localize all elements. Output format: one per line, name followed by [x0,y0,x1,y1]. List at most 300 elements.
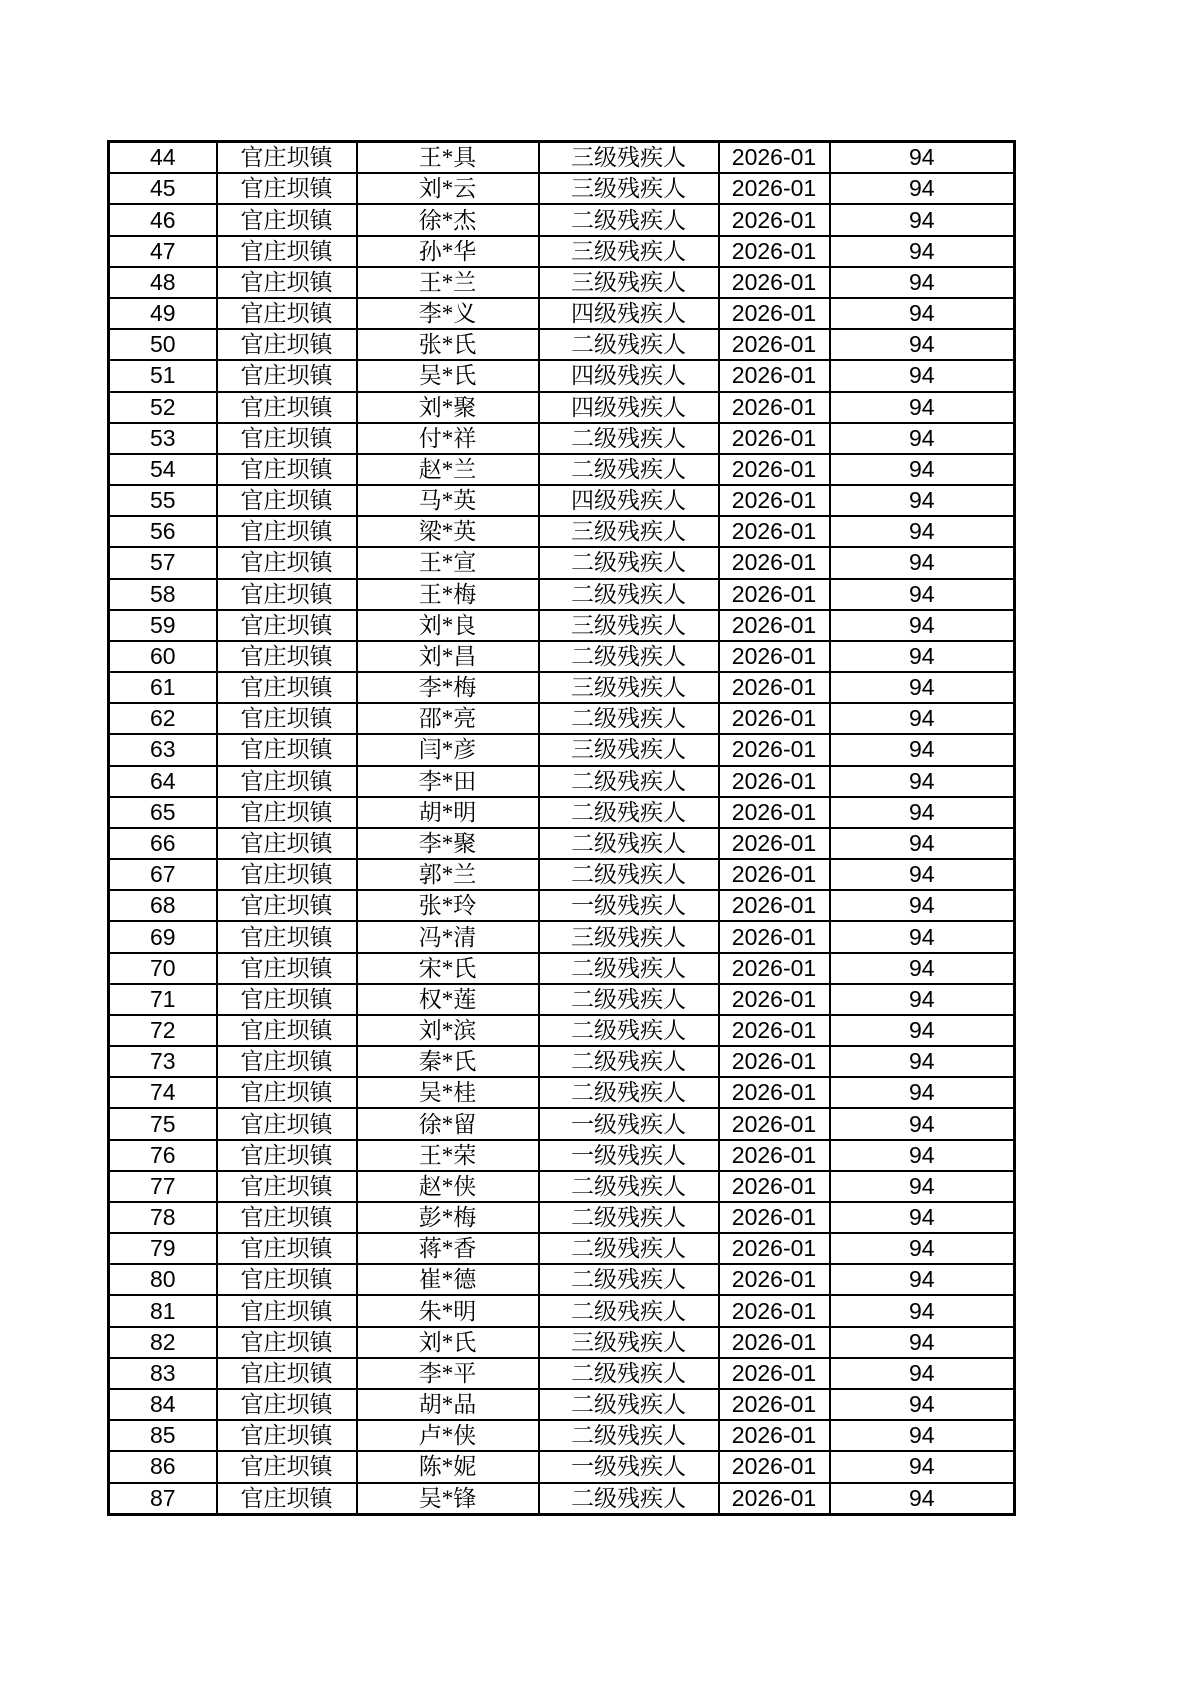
cell-row-number: 57 [109,547,217,578]
table-row [109,1077,1015,1108]
cell-name: 王*兰 [357,267,539,298]
cell-name: 蒋*香 [357,1233,539,1264]
cell-disability-level: 二级残疾人 [539,204,719,235]
cell-month: 2026-01 [719,392,830,423]
cell-name: 李*聚 [357,828,539,859]
cell-town: 官庄坝镇 [217,641,357,672]
cell-row-number: 77 [109,1171,217,1202]
cell-row-number: 60 [109,641,217,672]
cell-disability-level: 二级残疾人 [539,547,719,578]
table-row [109,423,1015,454]
cell-disability-level: 二级残疾人 [539,1202,719,1233]
cell-month: 2026-01 [719,1483,830,1515]
cell-town: 官庄坝镇 [217,1077,357,1108]
cell-name: 朱*明 [357,1295,539,1326]
cell-month: 2026-01 [719,797,830,828]
cell-row-number: 56 [109,516,217,547]
cell-amount: 94 [830,1483,1015,1515]
cell-town: 官庄坝镇 [217,703,357,734]
cell-row-number: 82 [109,1327,217,1358]
cell-town: 官庄坝镇 [217,984,357,1015]
cell-name: 陈*妮 [357,1451,539,1482]
table-row [109,1389,1015,1420]
cell-amount: 94 [830,984,1015,1015]
cell-amount: 94 [830,797,1015,828]
cell-row-number: 67 [109,859,217,890]
cell-name: 马*英 [357,485,539,516]
cell-month: 2026-01 [719,1171,830,1202]
cell-row-number: 50 [109,329,217,360]
cell-disability-level: 一级残疾人 [539,1108,719,1139]
cell-town: 官庄坝镇 [217,423,357,454]
cell-disability-level: 三级残疾人 [539,142,719,174]
cell-town: 官庄坝镇 [217,1108,357,1139]
table-row [109,329,1015,360]
cell-month: 2026-01 [719,1233,830,1264]
table-row [109,1202,1015,1233]
cell-month: 2026-01 [719,1327,830,1358]
cell-month: 2026-01 [719,1358,830,1389]
cell-row-number: 70 [109,953,217,984]
cell-town: 官庄坝镇 [217,392,357,423]
table-row [109,1171,1015,1202]
table-row [109,392,1015,423]
cell-row-number: 55 [109,485,217,516]
cell-row-number: 81 [109,1295,217,1326]
cell-amount: 94 [830,142,1015,174]
cell-amount: 94 [830,734,1015,765]
cell-amount: 94 [830,1358,1015,1389]
cell-disability-level: 三级残疾人 [539,173,719,204]
cell-row-number: 79 [109,1233,217,1264]
cell-amount: 94 [830,1015,1015,1046]
cell-row-number: 68 [109,890,217,921]
cell-row-number: 65 [109,797,217,828]
cell-town: 官庄坝镇 [217,1202,357,1233]
cell-amount: 94 [830,267,1015,298]
cell-amount: 94 [830,953,1015,984]
table-row [109,516,1015,547]
table-body [109,142,1015,1515]
table-row [109,921,1015,952]
cell-row-number: 51 [109,360,217,391]
cell-disability-level: 二级残疾人 [539,828,719,859]
cell-month: 2026-01 [719,204,830,235]
table-row [109,953,1015,984]
cell-row-number: 78 [109,1202,217,1233]
cell-disability-level: 二级残疾人 [539,454,719,485]
table-row [109,610,1015,641]
cell-town: 官庄坝镇 [217,890,357,921]
cell-town: 官庄坝镇 [217,734,357,765]
cell-amount: 94 [830,1295,1015,1326]
table-row [109,734,1015,765]
table-row [109,1451,1015,1482]
cell-amount: 94 [830,236,1015,267]
table-row [109,828,1015,859]
cell-amount: 94 [830,1202,1015,1233]
table-row [109,1108,1015,1139]
table-row [109,1327,1015,1358]
cell-disability-level: 三级残疾人 [539,267,719,298]
cell-disability-level: 二级残疾人 [539,1389,719,1420]
cell-name: 刘*聚 [357,392,539,423]
cell-row-number: 53 [109,423,217,454]
cell-amount: 94 [830,485,1015,516]
cell-row-number: 52 [109,392,217,423]
cell-town: 官庄坝镇 [217,1358,357,1389]
cell-row-number: 76 [109,1140,217,1171]
cell-amount: 94 [830,1046,1015,1077]
cell-name: 宋*氏 [357,953,539,984]
cell-row-number: 66 [109,828,217,859]
cell-month: 2026-01 [719,1295,830,1326]
cell-name: 吴*氏 [357,360,539,391]
cell-row-number: 58 [109,579,217,610]
cell-month: 2026-01 [719,579,830,610]
cell-row-number: 54 [109,454,217,485]
table-row [109,204,1015,235]
cell-row-number: 72 [109,1015,217,1046]
cell-month: 2026-01 [719,142,830,174]
cell-town: 官庄坝镇 [217,1483,357,1515]
cell-name: 李*义 [357,298,539,329]
table-row [109,703,1015,734]
cell-disability-level: 三级残疾人 [539,1327,719,1358]
table-row [109,672,1015,703]
cell-disability-level: 二级残疾人 [539,984,719,1015]
cell-amount: 94 [830,703,1015,734]
cell-town: 官庄坝镇 [217,1295,357,1326]
cell-disability-level: 二级残疾人 [539,1358,719,1389]
cell-town: 官庄坝镇 [217,797,357,828]
cell-row-number: 62 [109,703,217,734]
cell-row-number: 74 [109,1077,217,1108]
cell-month: 2026-01 [719,921,830,952]
cell-town: 官庄坝镇 [217,672,357,703]
cell-month: 2026-01 [719,984,830,1015]
cell-month: 2026-01 [719,890,830,921]
cell-month: 2026-01 [719,173,830,204]
cell-row-number: 80 [109,1264,217,1295]
cell-month: 2026-01 [719,547,830,578]
cell-amount: 94 [830,921,1015,952]
cell-town: 官庄坝镇 [217,610,357,641]
cell-town: 官庄坝镇 [217,485,357,516]
cell-disability-level: 二级残疾人 [539,1233,719,1264]
cell-row-number: 73 [109,1046,217,1077]
cell-name: 付*祥 [357,423,539,454]
table-row [109,984,1015,1015]
cell-amount: 94 [830,360,1015,391]
cell-row-number: 46 [109,204,217,235]
cell-row-number: 45 [109,173,217,204]
cell-amount: 94 [830,1327,1015,1358]
cell-amount: 94 [830,1233,1015,1264]
cell-town: 官庄坝镇 [217,1327,357,1358]
cell-amount: 94 [830,1420,1015,1451]
cell-disability-level: 一级残疾人 [539,1140,719,1171]
cell-name: 秦*氏 [357,1046,539,1077]
cell-town: 官庄坝镇 [217,267,357,298]
cell-row-number: 63 [109,734,217,765]
cell-amount: 94 [830,204,1015,235]
cell-month: 2026-01 [719,1077,830,1108]
cell-amount: 94 [830,579,1015,610]
cell-name: 卢*侠 [357,1420,539,1451]
table-row [109,1046,1015,1077]
cell-amount: 94 [830,1264,1015,1295]
cell-town: 官庄坝镇 [217,1171,357,1202]
cell-amount: 94 [830,766,1015,797]
cell-name: 胡*品 [357,1389,539,1420]
cell-amount: 94 [830,1451,1015,1482]
cell-month: 2026-01 [719,1389,830,1420]
cell-town: 官庄坝镇 [217,1046,357,1077]
cell-month: 2026-01 [719,703,830,734]
cell-month: 2026-01 [719,1264,830,1295]
cell-town: 官庄坝镇 [217,547,357,578]
cell-disability-level: 三级残疾人 [539,672,719,703]
cell-disability-level: 三级残疾人 [539,236,719,267]
cell-town: 官庄坝镇 [217,360,357,391]
cell-month: 2026-01 [719,298,830,329]
cell-name: 权*莲 [357,984,539,1015]
table-row [109,142,1015,174]
cell-disability-level: 二级残疾人 [539,859,719,890]
cell-town: 官庄坝镇 [217,1420,357,1451]
cell-disability-level: 二级残疾人 [539,797,719,828]
table-row [109,454,1015,485]
cell-amount: 94 [830,454,1015,485]
table-row [109,360,1015,391]
cell-name: 王*宣 [357,547,539,578]
cell-town: 官庄坝镇 [217,173,357,204]
cell-town: 官庄坝镇 [217,1451,357,1482]
cell-name: 郭*兰 [357,859,539,890]
cell-name: 王*梅 [357,579,539,610]
cell-month: 2026-01 [719,454,830,485]
cell-row-number: 44 [109,142,217,174]
cell-name: 赵*兰 [357,454,539,485]
cell-town: 官庄坝镇 [217,1015,357,1046]
cell-amount: 94 [830,1077,1015,1108]
cell-name: 吴*锋 [357,1483,539,1515]
cell-amount: 94 [830,641,1015,672]
cell-row-number: 83 [109,1358,217,1389]
cell-disability-level: 二级残疾人 [539,1295,719,1326]
cell-month: 2026-01 [719,423,830,454]
table-row [109,298,1015,329]
cell-name: 李*梅 [357,672,539,703]
cell-town: 官庄坝镇 [217,1264,357,1295]
table-row [109,579,1015,610]
cell-amount: 94 [830,298,1015,329]
cell-disability-level: 二级残疾人 [539,1077,719,1108]
cell-month: 2026-01 [719,953,830,984]
cell-amount: 94 [830,423,1015,454]
table-row [109,1295,1015,1326]
cell-disability-level: 二级残疾人 [539,1015,719,1046]
cell-name: 徐*留 [357,1108,539,1139]
cell-name: 李*平 [357,1358,539,1389]
cell-disability-level: 三级残疾人 [539,921,719,952]
cell-month: 2026-01 [719,1420,830,1451]
cell-month: 2026-01 [719,766,830,797]
table-row [109,485,1015,516]
cell-name: 刘*昌 [357,641,539,672]
table-row [109,1264,1015,1295]
cell-town: 官庄坝镇 [217,516,357,547]
cell-amount: 94 [830,610,1015,641]
cell-month: 2026-01 [719,267,830,298]
cell-disability-level: 三级残疾人 [539,516,719,547]
cell-disability-level: 二级残疾人 [539,703,719,734]
cell-row-number: 59 [109,610,217,641]
cell-month: 2026-01 [719,672,830,703]
cell-name: 胡*明 [357,797,539,828]
cell-town: 官庄坝镇 [217,298,357,329]
cell-name: 王*具 [357,142,539,174]
cell-name: 邵*亮 [357,703,539,734]
table-row [109,1483,1015,1515]
cell-town: 官庄坝镇 [217,953,357,984]
cell-month: 2026-01 [719,859,830,890]
cell-disability-level: 四级残疾人 [539,298,719,329]
cell-disability-level: 一级残疾人 [539,890,719,921]
cell-disability-level: 二级残疾人 [539,423,719,454]
cell-disability-level: 四级残疾人 [539,360,719,391]
cell-month: 2026-01 [719,516,830,547]
cell-row-number: 48 [109,267,217,298]
cell-town: 官庄坝镇 [217,828,357,859]
cell-disability-level: 二级残疾人 [539,1046,719,1077]
cell-name: 刘*氏 [357,1327,539,1358]
cell-amount: 94 [830,890,1015,921]
table-row [109,1015,1015,1046]
cell-name: 张*氏 [357,329,539,360]
cell-town: 官庄坝镇 [217,1233,357,1264]
cell-disability-level: 二级残疾人 [539,1264,719,1295]
cell-name: 梁*英 [357,516,539,547]
cell-name: 赵*侠 [357,1171,539,1202]
cell-town: 官庄坝镇 [217,766,357,797]
cell-row-number: 47 [109,236,217,267]
cell-town: 官庄坝镇 [217,1389,357,1420]
cell-amount: 94 [830,1171,1015,1202]
cell-disability-level: 四级残疾人 [539,485,719,516]
cell-month: 2026-01 [719,1451,830,1482]
cell-town: 官庄坝镇 [217,579,357,610]
cell-amount: 94 [830,547,1015,578]
cell-month: 2026-01 [719,1046,830,1077]
table-row [109,236,1015,267]
cell-name: 李*田 [357,766,539,797]
cell-name: 刘*滨 [357,1015,539,1046]
cell-name: 孙*华 [357,236,539,267]
table-row [109,859,1015,890]
cell-month: 2026-01 [719,236,830,267]
cell-month: 2026-01 [719,610,830,641]
table-row [109,173,1015,204]
cell-row-number: 64 [109,766,217,797]
cell-town: 官庄坝镇 [217,454,357,485]
cell-town: 官庄坝镇 [217,859,357,890]
cell-disability-level: 二级残疾人 [539,1420,719,1451]
cell-disability-level: 三级残疾人 [539,610,719,641]
cell-amount: 94 [830,173,1015,204]
cell-amount: 94 [830,1140,1015,1171]
cell-disability-level: 二级残疾人 [539,579,719,610]
cell-disability-level: 四级残疾人 [539,392,719,423]
cell-town: 官庄坝镇 [217,329,357,360]
cell-disability-level: 二级残疾人 [539,641,719,672]
cell-row-number: 84 [109,1389,217,1420]
cell-disability-level: 二级残疾人 [539,1171,719,1202]
cell-month: 2026-01 [719,1140,830,1171]
table-row [109,1358,1015,1389]
table-row [109,797,1015,828]
cell-town: 官庄坝镇 [217,1140,357,1171]
cell-amount: 94 [830,1108,1015,1139]
cell-disability-level: 二级残疾人 [539,1483,719,1515]
cell-amount: 94 [830,859,1015,890]
cell-row-number: 69 [109,921,217,952]
cell-name: 王*荣 [357,1140,539,1171]
table-row [109,1420,1015,1451]
cell-name: 吴*桂 [357,1077,539,1108]
table-row [109,1233,1015,1264]
cell-amount: 94 [830,392,1015,423]
cell-disability-level: 三级残疾人 [539,734,719,765]
cell-month: 2026-01 [719,360,830,391]
cell-town: 官庄坝镇 [217,236,357,267]
cell-row-number: 61 [109,672,217,703]
cell-row-number: 86 [109,1451,217,1482]
cell-name: 刘*云 [357,173,539,204]
cell-row-number: 75 [109,1108,217,1139]
cell-amount: 94 [830,516,1015,547]
table-row [109,641,1015,672]
cell-name: 崔*德 [357,1264,539,1295]
cell-amount: 94 [830,828,1015,859]
cell-name: 刘*良 [357,610,539,641]
cell-town: 官庄坝镇 [217,921,357,952]
table-row [109,890,1015,921]
cell-month: 2026-01 [719,828,830,859]
cell-disability-level: 二级残疾人 [539,953,719,984]
cell-disability-level: 二级残疾人 [539,766,719,797]
table-row [109,267,1015,298]
cell-disability-level: 一级残疾人 [539,1451,719,1482]
cell-month: 2026-01 [719,329,830,360]
cell-name: 张*玲 [357,890,539,921]
cell-row-number: 85 [109,1420,217,1451]
cell-disability-level: 二级残疾人 [539,329,719,360]
cell-month: 2026-01 [719,1015,830,1046]
cell-amount: 94 [830,329,1015,360]
cell-row-number: 87 [109,1483,217,1515]
cell-amount: 94 [830,1389,1015,1420]
cell-name: 闫*彦 [357,734,539,765]
table-row [109,1140,1015,1171]
cell-town: 官庄坝镇 [217,204,357,235]
cell-name: 冯*清 [357,921,539,952]
cell-name: 徐*杰 [357,204,539,235]
beneficiary-table [107,140,1016,1516]
cell-month: 2026-01 [719,485,830,516]
cell-month: 2026-01 [719,1108,830,1139]
